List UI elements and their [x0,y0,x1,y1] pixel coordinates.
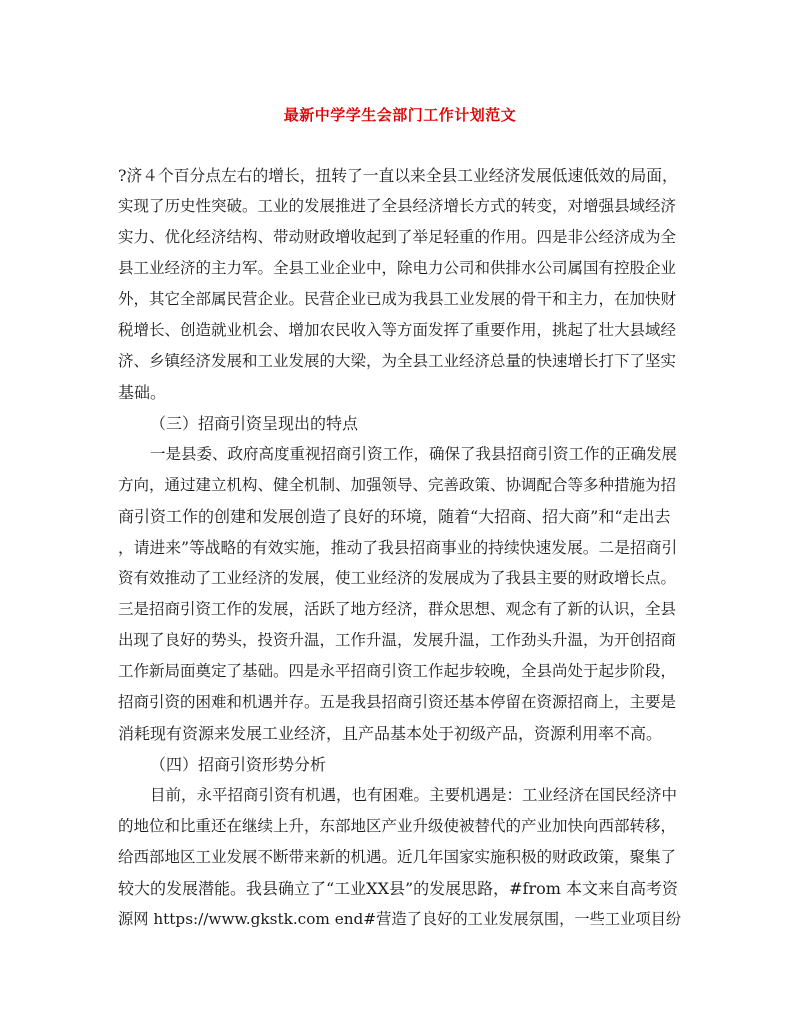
document-title: 最新中学学生会部门工作计划范文 [283,106,517,124]
text-line: 济、乡镇经济发展和工业发展的大梁，为全县工业经济总量的快速增长打下了坚实 [118,352,677,370]
text-line: （四）招商引资形势分析 [150,755,327,774]
text-line: 源网 https://www.gkstk.com end#营造了良好的工业发展氛围，一些工业项目纷 [118,910,682,928]
text-line: 出现了良好的势头，投资升温，工作升温，发展升温，工作劲头升温，为开创招商 [118,631,677,649]
text-line: （三）招商引资呈现出的特点 [150,414,359,433]
text-line: 目前，永平招商引资有机遇，也有困难。主要机遇是：工业经济在国民经济中 [150,786,678,804]
text-line: 资有效推动了工业经济的发展，使工业经济的发展成为了我县主要的财政增长点。 [118,569,677,587]
text-line: 三是招商引资工作的发展，活跃了地方经济，群众思想、观念有了新的认识，全县 [118,600,677,618]
text-line: 给西部地区工业发展不断带来新的机遇。近几年国家实施积极的财政政策，聚集了 [118,848,677,866]
text-line: 县工业经济的主力军。全县工业企业中，除电力公司和供排水公司属国有控股企业 [118,259,677,277]
text-line: ，请进来”等战略的有效实施，推动了我县招商事业的持续快速发展。二是招商引 [118,538,678,557]
text-line: ?济４个百分点左右的增长，扭转了一直以来全县工业经济发展低速低效的局面， [118,166,678,185]
text-line: 一是县委、政府高度重视招商引资工作，确保了我县招商引资工作的正确发展 [150,445,678,463]
text-line: 较大的发展潜能。我县确立了“工业XX县”的发展思路，#from 本文来自高考资 [118,879,679,898]
text-line: 外，其它全部属民营企业。民营企业已成为我县工业发展的骨干和主力，在加快财 [118,290,677,308]
text-line: 实现了历史性突破。工业的发展推进了全县经济增长方式的转变，对增强县域经济 [118,197,677,215]
text-line: 方向，通过建立机构、健全机制、加强领导、完善政策、协调配合等多种措施为招 [118,476,677,494]
text-line: 商引资工作的创建和发展创造了良好的环境，随着“大招商、招大商”和“走出去 [118,507,671,526]
text-line: 实力、优化经济结构、带动财政增收起到了举足轻重的作用。四是非公经济成为全 [118,228,677,246]
text-line: 招商引资的困难和机遇并存。五是我县招商引资还基本停留在资源招商上，主要是 [118,693,677,711]
text-line: 基础。 [118,383,167,402]
text-line: 的地位和比重还在继续上升，东部地区产业升级使被替代的产业加快向西部转移， [118,817,677,835]
text-line: 工作新局面奠定了基础。四是永平招商引资工作起步较晚，全县尚处于起步阶段， [118,662,677,680]
document-body [118,160,684,935]
text-line: 消耗现有资源来发展工业经济，且产品基本处于初级产品，资源利用率不高。 [118,724,663,743]
text-line: 税增长、创造就业机会、增加农民收入等方面发挥了重要作用，挑起了壮大县域经 [118,321,677,339]
